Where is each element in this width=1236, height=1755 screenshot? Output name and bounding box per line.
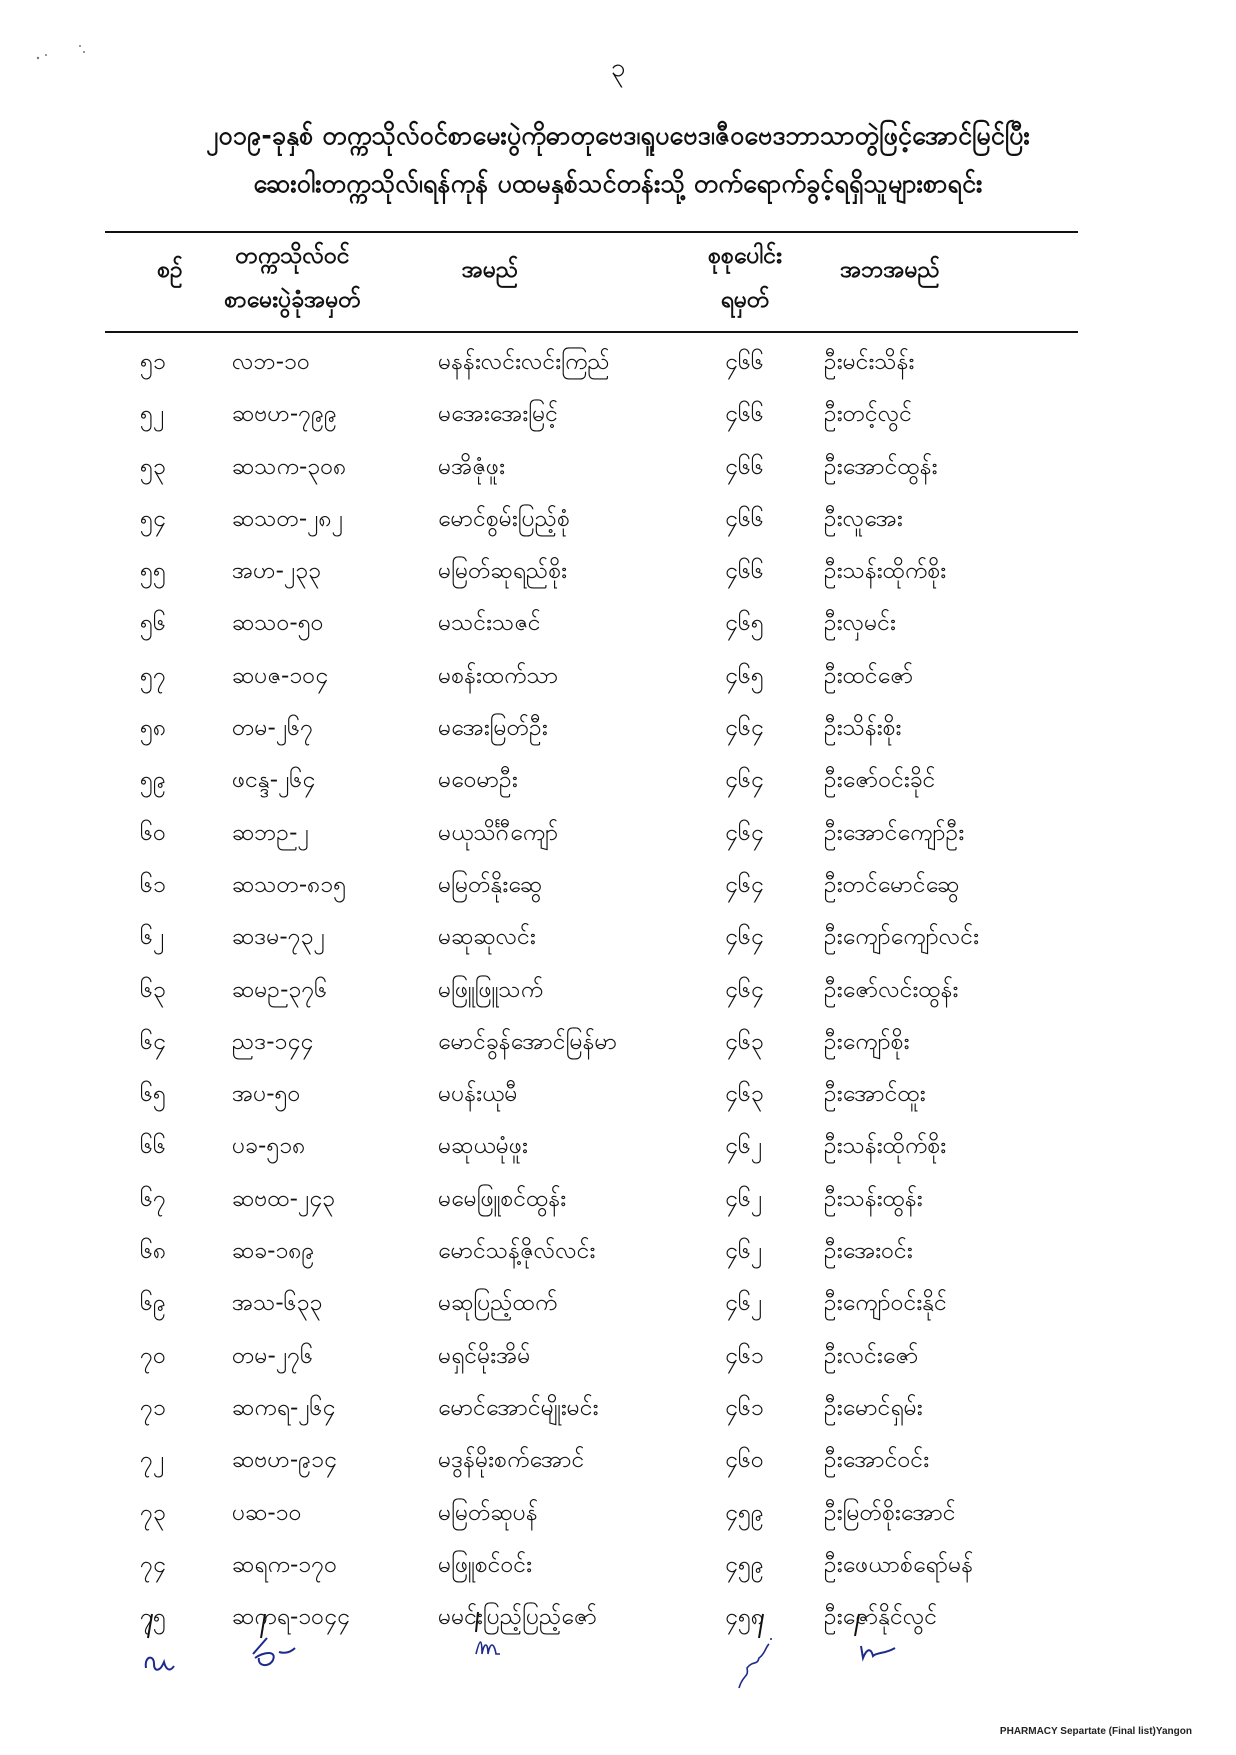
table-row (0, 389, 1236, 441)
cell-name: မဖြူစင်ဝင်း (438, 1551, 532, 1578)
cell-name: မဝေမာဦး (438, 767, 518, 794)
cell-father-name: ဦးအေးဝင်း (824, 1238, 913, 1265)
cell-exam-id: အသ-၆၃၃ (232, 1290, 323, 1317)
cell-no: ၅၄ (140, 505, 166, 532)
cell-no: ၆၄ (140, 1028, 166, 1055)
cell-total-score: ၄၆၂ (725, 1238, 763, 1265)
header-total-score: စုစုပေါင်း ရမှတ် (707, 243, 783, 313)
cell-total-score: ၄၆၄ (725, 924, 764, 951)
table-row (0, 755, 1236, 807)
cell-name: မဒွန်မိုးစက်အောင် (438, 1447, 585, 1474)
table-row (0, 1488, 1236, 1540)
cell-father-name: ဦးမောင်ရှမ်း (824, 1394, 923, 1421)
cell-exam-id: ဆဘဉ-၂ (232, 819, 309, 846)
cell-no: ၆၇ (140, 1185, 166, 1212)
cell-father-name: ဦးဇော်ဝင်းခိုင် (824, 767, 936, 794)
cell-exam-id: ဖငန္ဒ-၂၆၄ (232, 767, 316, 794)
cell-name: မမင်းပြည့်ပြည့်ဇော် (438, 1604, 597, 1631)
table-row (0, 651, 1236, 703)
cell-name: မောင်သန့်ဇိုလ်လင်း (438, 1238, 596, 1265)
cell-no: ၅၈ (140, 715, 167, 742)
cell-father-name: ဦးကျော်ဝင်းနိုင် (824, 1290, 947, 1317)
table-row (0, 1017, 1236, 1069)
header-no: စဉ် (157, 257, 183, 283)
cell-no: ၇၅ (140, 1604, 166, 1631)
cell-father-name: ဦးသိန်းစိုး (824, 715, 902, 742)
cell-father-name: ဦးသန်းထွန်း (824, 1185, 923, 1212)
cell-no: ၅၃ (140, 453, 166, 480)
cell-name: မအေးအေးမြင့် (438, 401, 558, 428)
table-row (0, 808, 1236, 860)
cell-exam-id: ဆရက-၁၇၀ (232, 1551, 338, 1578)
cell-name: မဆုယမုံဖူး (438, 1133, 528, 1160)
cell-father-name: ဦးဇော်နိုင်လွင် (824, 1604, 938, 1631)
cell-exam-id: ဆကရ-၂၆၄ (232, 1394, 336, 1421)
cell-father-name: ဦးသန်းထိုက်စိုး (824, 558, 947, 585)
cell-exam-id: ဆပဇ-၁၀၄ (232, 662, 329, 689)
cell-exam-id: တမ-၂၇၆ (232, 1342, 314, 1369)
cell-total-score: ၄၅၉ (725, 1551, 764, 1578)
cell-total-score: ၄၆၆ (725, 558, 764, 585)
cell-name: မအိဇုံဖူး (438, 453, 505, 480)
cell-exam-id: ဆဗဟ-၉၁၄ (232, 1447, 337, 1474)
cell-father-name: ဦးဖေယာစ်ရော်မန် (824, 1551, 974, 1578)
table-row (0, 965, 1236, 1017)
cell-no: ၆၂ (140, 924, 165, 951)
table-row (0, 703, 1236, 755)
cell-total-score: ၄၆၆ (725, 401, 764, 428)
table-body (0, 337, 1236, 1644)
table-row (0, 494, 1236, 546)
cell-father-name: ဦးလင်းဇော် (824, 1342, 919, 1369)
table-row (0, 912, 1236, 964)
cell-exam-id: တမ-၂၆၇ (232, 715, 314, 742)
table-row (0, 1331, 1236, 1383)
table-row (0, 546, 1236, 598)
cell-total-score: ၄၅၉ (725, 1499, 764, 1526)
cell-name: မောင်စွမ်းပြည့်စုံ (438, 505, 570, 532)
signature-1 (140, 1608, 200, 1688)
cell-name: မောင်အောင်မျိုးမင်း (438, 1394, 599, 1421)
cell-name: မမြတ်ဆုရည်စိုး (438, 558, 567, 585)
document-title-line-2: ဆေးဝါးတက္ကသိုလ်၊ရန်ကုန် ပထမနှစ်သင်တန်းသို့ တက်ရောက်ခွင့်ရရှိသူများစာရင်း (253, 169, 983, 198)
cell-father-name: ဦးအောင်ဝင်း (824, 1447, 930, 1474)
cell-name: မနန်းလင်းလင်းကြည် (438, 349, 610, 375)
cell-no: ၅၁ (140, 349, 166, 375)
cell-exam-id: လဘ-၁၀ (232, 349, 310, 375)
cell-name: မယုသိင်္ဂီကျော် (438, 819, 559, 846)
cell-father-name: ဦးထင်ဇော် (824, 662, 914, 689)
signature-5 (845, 1608, 915, 1668)
cell-no: ၇၀ (140, 1342, 166, 1369)
cell-no: ၆၃ (140, 976, 166, 1003)
cell-no: ၇၁ (140, 1394, 166, 1421)
cell-no: ၆၉ (140, 1290, 166, 1317)
cell-name: မမြတ်ဆုပန် (438, 1499, 538, 1526)
cell-total-score: ၄၆၅ (725, 662, 764, 689)
table-row (0, 442, 1236, 494)
table-row (0, 1435, 1236, 1487)
cell-no: ၅၆ (140, 610, 166, 637)
cell-name: မပန်းယုမီ (438, 1081, 518, 1108)
cell-father-name: ဦးကျော်စိုး (824, 1028, 910, 1055)
table-row (0, 860, 1236, 912)
cell-no: ၅၂ (140, 401, 165, 428)
cell-no: ၆၁ (140, 871, 166, 898)
cell-father-name: ဦးမင်းသိန်း (824, 349, 915, 375)
cell-no: ၅၇ (140, 662, 166, 689)
cell-total-score: ၄၆၆ (725, 453, 764, 480)
table-row (0, 598, 1236, 650)
cell-total-score: ၄၆၄ (725, 715, 764, 742)
cell-father-name: ဦးတင့်လွင် (824, 401, 913, 428)
cell-no: ၆၆ (140, 1133, 166, 1160)
cell-father-name: ဦးဇော်လင်းထွန်း (824, 976, 959, 1003)
cell-father-name: ဦးလှမင်း (824, 610, 896, 637)
cell-total-score: ၄၆၄ (725, 976, 764, 1003)
signatures (0, 1608, 1236, 1698)
cell-exam-id: ဆသတ-၂၈၂ (232, 505, 343, 532)
cell-total-score: ၄၆၂ (725, 1185, 763, 1212)
cell-exam-id: ညဒ-၁၄၄ (232, 1028, 314, 1055)
cell-total-score: ၄၅၈ (725, 1604, 765, 1631)
signature-4 (735, 1608, 795, 1698)
cell-total-score: ၄၆၃ (725, 1081, 764, 1108)
cell-total-score: ၄၆၄ (725, 767, 764, 794)
cell-father-name: ဦးတင်မောင်ဆွေ (824, 871, 960, 898)
table-row (0, 1226, 1236, 1278)
header-father-name: အဘအမည် (840, 257, 940, 283)
cell-no: ၅၅ (140, 558, 166, 585)
table-top-rule (105, 231, 1078, 233)
cell-father-name: ဦးသန်းထိုက်စိုး (824, 1133, 947, 1160)
cell-total-score: ၄၆၂ (725, 1290, 763, 1317)
cell-exam-id: ပခ-၅၁၈ (232, 1133, 306, 1160)
signature-2 (245, 1608, 315, 1688)
cell-father-name: ဦးမြတ်စိုးအောင် (824, 1499, 956, 1526)
cell-father-name: ဦးကျော်ကျော်လင်း (824, 924, 979, 951)
table-row (0, 337, 1236, 389)
cell-no: ၆၅ (140, 1081, 166, 1108)
cell-exam-id: ဆသတ-၈၁၅ (232, 871, 347, 898)
cell-total-score: ၄၆၄ (725, 819, 764, 846)
cell-total-score: ၄၆၆ (725, 505, 764, 532)
footer-note: PHARMACY Separtate (Final list)Yangon (999, 1726, 1192, 1737)
cell-exam-id: ဆကရ-၁၀၄၄ (232, 1604, 350, 1631)
cell-exam-id: ဆဗထ-၂၄၃ (232, 1185, 336, 1212)
cell-no: ၇၂ (140, 1447, 165, 1474)
table-row (0, 1121, 1236, 1173)
header-name: အမည် (461, 257, 519, 283)
cell-exam-id: ပဆ-၁၀ (232, 1499, 302, 1526)
table-row (0, 1540, 1236, 1592)
cell-name: မမြတ်နိုးဆွေ (438, 871, 543, 898)
cell-exam-id: ဆသ၀-၅၀ (232, 610, 324, 637)
cell-no: ၇၃ (140, 1499, 166, 1526)
cell-total-score: ၄၆၆ (725, 349, 764, 375)
cell-exam-id: ဆမဉ-၃၇၆ (232, 976, 328, 1003)
table-row (0, 1278, 1236, 1330)
document-title-line-1: ၂၀၁၉-ခုနှစ် တက္ကသိုလ်ဝင်စာမေးပွဲကိုဓာတုဗေဒ၊ရူပဗေဒ၊ဇီဝဗေဒဘာသာတွဲဖြင့်အောင်မြင်ပြီး (206, 121, 1030, 150)
cell-exam-id: အဟ-၂၃၃ (232, 558, 322, 585)
cell-exam-id: ဆသက-၃၀၈ (232, 453, 347, 480)
cell-name: မစန်းထက်သာ (438, 662, 559, 689)
cell-total-score: ၄၆၄ (725, 871, 764, 898)
cell-name: မရှင်မိုးအိမ် (438, 1342, 531, 1369)
cell-name: မောင်ခွန်အောင်မြန်မာ (438, 1028, 618, 1055)
cell-total-score: ၄၆၁ (725, 1342, 764, 1369)
cell-total-score: ၄၆၅ (725, 610, 764, 637)
table-row (0, 1383, 1236, 1435)
cell-father-name: ဦးအောင်ကျော်ဦး (824, 819, 965, 846)
cell-exam-id: ဆခ-၁၈၉ (232, 1238, 315, 1265)
cell-total-score: ၄၆၁ (725, 1394, 764, 1421)
signature-3 (470, 1608, 530, 1678)
header-exam-id: တက္ကသိုလ်ဝင် စာမေးပွဲခုံအမှတ် (224, 243, 361, 313)
cell-name: မသင်းသဇင် (438, 610, 541, 637)
table-row (0, 1174, 1236, 1226)
cell-no: ၆၀ (140, 819, 166, 846)
cell-total-score: ၄၆၃ (725, 1028, 764, 1055)
cell-name: မဆုပြည့်ထက် (438, 1290, 558, 1317)
cell-exam-id: အပ-၅၀ (232, 1081, 301, 1108)
table-row (0, 1069, 1236, 1121)
cell-no: ၇၄ (140, 1551, 166, 1578)
cell-name: မဆုဆုလင်း (438, 924, 536, 951)
cell-no: ၆၈ (140, 1238, 167, 1265)
cell-total-score: ၄၆၂ (725, 1133, 763, 1160)
cell-total-score: ၄၆၀ (725, 1447, 764, 1474)
cell-name: မအေးမြတ်ဦး (438, 715, 548, 742)
page-number: ၃ (610, 53, 626, 83)
cell-no: ၅၉ (140, 767, 166, 794)
cell-name: မဖြူဖြူသက် (438, 976, 544, 1003)
table-header-rule (105, 331, 1078, 333)
cell-exam-id: ဆဒမ-၇၃၂ (232, 924, 325, 951)
cell-father-name: ဦးလူအေး (824, 505, 903, 532)
cell-father-name: ဦးအောင်ထူး (824, 1081, 926, 1108)
cell-exam-id: ဆဗဟ-၇၉၉ (232, 401, 337, 428)
cell-name: မမေဖြူစင်ထွန်း (438, 1185, 567, 1212)
cell-father-name: ဦးအောင်ထွန်း (824, 453, 938, 480)
